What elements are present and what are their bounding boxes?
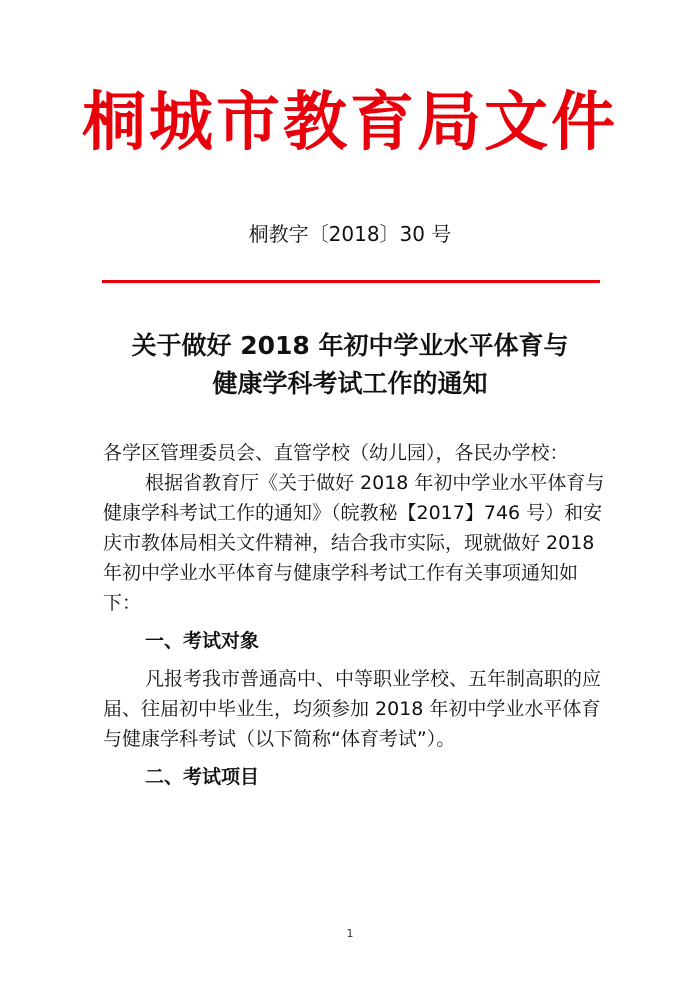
- document-masthead: 桐城市教育局文件: [82, 85, 618, 160]
- section-heading-exam-items: 二、考试项目: [145, 766, 260, 788]
- section-heading-exam-subjects: 一、考试对象: [145, 630, 260, 652]
- section-1-line: 与健康学科考试（以下简称“体育考试”）。: [103, 728, 456, 750]
- document-number: 桐教字〔2018〕30 号: [248, 222, 452, 246]
- intro-line: 年初中学业水平体育与健康学科考试工作有关事项通知如: [103, 562, 579, 584]
- notice-title-line-1: 关于做好 2018 年初中学业水平体育与: [131, 331, 569, 360]
- notice-title: [0, 327, 700, 403]
- notice-title-line-2: 健康学科考试工作的通知: [212, 369, 488, 398]
- intro-line: 庆市教体局相关文件精神，结合我市实际，现就做好 2018: [103, 532, 595, 554]
- intro-line: 根据省教育厅《关于做好 2018 年初中学业水平体育与: [145, 472, 605, 494]
- section-1-line: 凡报考我市普通高中、中等职业学校、五年制高职的应: [145, 668, 602, 690]
- page-number: 1: [346, 927, 354, 940]
- intro-paragraph: [103, 468, 603, 618]
- section-1-line: 届、往届初中毕业生，均须参加 2018 年初中学业水平体育: [103, 698, 601, 720]
- document-body: [103, 438, 603, 792]
- red-divider-line: [102, 280, 600, 283]
- section-1-paragraph: [103, 664, 603, 754]
- intro-line: 健康学科考试工作的通知》（皖教秘【2017】746 号）和安: [103, 502, 603, 524]
- intro-line: 下：: [103, 592, 142, 614]
- salutation: 各学区管理委员会、直管学校（幼儿园），各民办学校：: [103, 442, 569, 464]
